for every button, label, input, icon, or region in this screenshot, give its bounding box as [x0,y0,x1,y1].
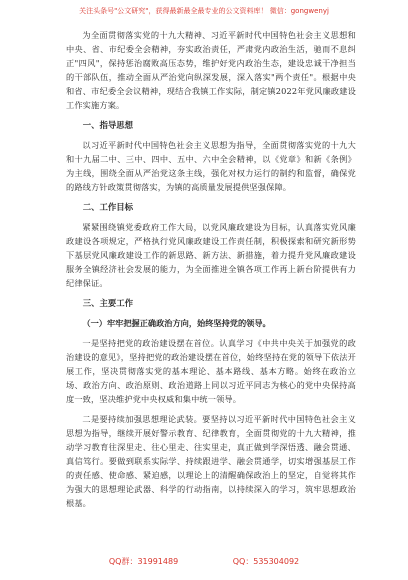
intro-paragraph: 为全面贯彻落实党的十九大精神、习近平新时代中国特色社会主义思想和中央、省、市纪委全会精神，夯实政治责任，严肃党内政治生活，驰而不息纠正"四风"，保持惩治腐败高压态势，维护好党内政治生态，建设忠诚干净担当的干部队伍，推动全面从严治党向纵深发展，深入落实"两个责任"。根据中央和省、市纪委全会议精神，现结合我镇工作实际，制定镇2022年党风廉政建设工作实施方案。 [66,30,356,110]
guiding-ideology-paragraph: 以习近平新时代中国特色社会主义思想为指导，全面贯彻落实党的十九大和十九届二中、三中、四中、五中、六中全会精神，以《党章》和新《条例》为主线，围绕全面从严治党这条主线，强化对权力运行的制约和监督，确保党的路线方针政策贯彻落实，为镇的高质量发展提供坚强保障。 [66,140,356,192]
section-heading-guiding-ideology: 一、指导思想 [82,120,134,130]
political-construction-paragraph: 一是坚持把党的政治建设摆在首位。认真学习《中共中央关于加强党的政治建设的意见》，坚持把党的政治建设摆在首位，始终坚持在党的领导下依法开展工作，坚决贯彻落实党的基本理论、基本路线、基本方略。始终在政治立场、政治方向、政治原则、政治道路上同以习近平同志为核心的党中央保持高度一致，坚决维护党中央权威和集中统一领导。 [66,338,356,404]
footer-contact [0,556,408,567]
work-goals-paragraph: 紧紧围绕镇党委政府工作大局，以党风廉政建设为目标，认真落实党风廉政建设各项规定，严格执行党风廉政建设工作责任制，积极探索和研究新形势下基层党风廉政建设工作的新思路、新方法、新措施，着力提升党风廉政建设服务全镇经济社会发展的能力，为全面推进全镇各项工作再上新台阶提供有力纪律保证。 [66,222,356,288]
qq-number-text: QQ：535304092 [232,557,300,566]
section-heading-work-goals: 二、工作目标 [82,202,134,212]
document-body [66,28,356,516]
theory-arming-paragraph: 二是要持续加强思想理论武装。要坚持以习近平新时代中国特色社会主义思想为指导，继续开展好警示教育、纪律教育，全面贯彻党的十九大精神，推动学习教育往深里走、往心里走、往实里走，真正做到学深悟透、融会贯通、真信笃行。要做到联系实际学、持续跟进学、融会贯通学，切实增强基层工作的责任感、使命感、紧迫感，以理论上的清醒确保政治上的坚定，自觉将其作为强大的思想理论武器、科学的行动指南，以持续深入的学习，筑牢思想政治根基。 [66,414,356,508]
qq-group-text: QQ群：31991489 [108,557,179,566]
promo-banner: 关注头条号"公文研究"，获得最新最全最专业的公文资料库！ 微信：gongwenyj [79,7,329,15]
section-heading-main-work: 三、主要工作 [82,298,134,308]
subsection-heading-political-direction: （一）牢牢把握正确政治方向，始终坚持党的领导。 [82,318,271,328]
